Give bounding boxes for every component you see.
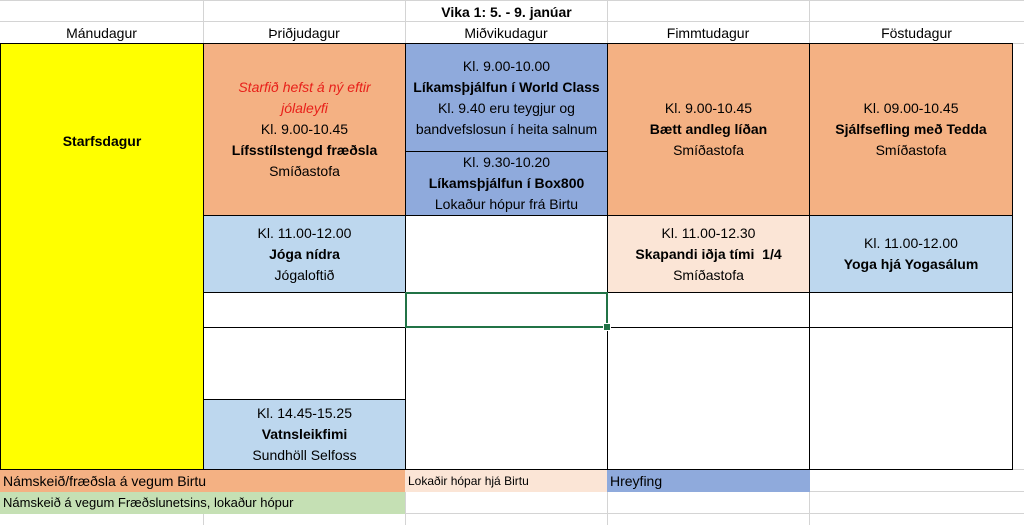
- thursday-title-1: Bætt andleg líðan: [649, 121, 768, 137]
- legend-closed-groups[interactable]: Lokaðir hópar hjá Birtu: [405, 470, 607, 492]
- wednesday-place-2: Lokaður hópur frá Birtu: [434, 196, 579, 212]
- thursday-title-2: Skapandi iðja tími 1/4: [635, 245, 782, 262]
- selected-cell-outline[interactable]: [405, 292, 608, 328]
- friday-time-1: Kl. 09.00-10.45: [863, 100, 959, 116]
- friday-title-1: Sjálfsefling með Tedda: [835, 121, 987, 137]
- thursday-empty-1[interactable]: [607, 292, 810, 328]
- friday-empty-1[interactable]: [809, 292, 1013, 328]
- friday-title-2: Yoga hjá Yogasálum: [843, 256, 979, 272]
- tuesday-block-2[interactable]: [203, 215, 406, 293]
- wednesday-time-1: Kl. 9.00-10.00: [462, 57, 551, 74]
- tuesday-place-2: Jógaloftið: [274, 266, 335, 283]
- thursday-time-2: Kl. 11.00-12.30: [661, 224, 756, 241]
- friday-block-1[interactable]: [809, 43, 1013, 216]
- tuesday-note: Starfið hefst á ný eftir jólaleyfi: [238, 79, 371, 116]
- tuesday-time-3: Kl. 14.45-15.25: [257, 405, 352, 421]
- tuesday-time-2: Kl. 11.00-12.00: [257, 224, 352, 241]
- friday-time-2: Kl. 11.00-12.00: [864, 235, 958, 251]
- thursday-place-2: Smíðastofa: [673, 266, 744, 283]
- wednesday-block-2[interactable]: [405, 151, 608, 216]
- thursday-time-1: Kl. 9.00-10.45: [664, 100, 753, 116]
- tuesday-block-3[interactable]: [203, 399, 406, 470]
- header-friday: Föstudagur: [881, 25, 952, 41]
- legend-movement[interactable]: Hreyfing: [607, 470, 810, 492]
- header-monday: Mánudagur: [66, 25, 137, 41]
- thursday-place-1: Smíðastofa: [673, 142, 744, 158]
- thursday-empty-2[interactable]: [607, 327, 810, 470]
- wednesday-title-2: Líkamsþjálfun í Box800: [428, 175, 585, 191]
- tuesday-title-1: Lífsstílstengd fræðsla: [231, 142, 378, 158]
- tuesday-title-2: Jóga nídra: [269, 245, 340, 262]
- wednesday-note-1: Kl. 9.40 eru teygjur og bandvefslosun í heita salnum: [415, 99, 598, 137]
- monday-label: Starfsdagur: [62, 133, 142, 149]
- header-thursday: Fimmtudagur: [666, 25, 750, 41]
- fill-handle[interactable]: [603, 323, 611, 331]
- legend-network[interactable]: Námskeið á vegum Fræðslunetsins, lokaður hópur: [0, 492, 405, 514]
- thursday-block-1[interactable]: [607, 43, 810, 216]
- tuesday-place-1: Smíðastofa: [269, 163, 340, 179]
- tuesday-title-3: Vatnsleikfimi: [261, 426, 348, 442]
- legend-birtu[interactable]: Námskeið/fræðsla á vegum Birtu: [0, 470, 405, 492]
- tuesday-time-1: Kl. 9.00-10.45: [260, 121, 349, 137]
- friday-place-1: Smíðastofa: [875, 142, 947, 158]
- header-wednesday: Miðvikudagur: [464, 25, 548, 41]
- wednesday-empty-1[interactable]: [405, 215, 608, 293]
- wednesday-empty-3[interactable]: [405, 327, 608, 470]
- friday-empty-2[interactable]: [809, 327, 1013, 470]
- tuesday-block-1[interactable]: [203, 43, 406, 216]
- header-tuesday: Þriðjudagur: [268, 25, 340, 41]
- wednesday-time-2: Kl. 9.30-10.20: [462, 154, 551, 170]
- tuesday-place-3: Sundhöll Selfoss: [252, 447, 357, 463]
- tuesday-empty-1[interactable]: [203, 292, 406, 328]
- week-title: Vika 1: 5. - 9. janúar: [441, 4, 572, 20]
- friday-block-2[interactable]: [809, 215, 1013, 293]
- tuesday-empty-2[interactable]: [203, 327, 406, 400]
- wednesday-block-1[interactable]: [405, 43, 608, 152]
- wednesday-title-1: Líkamsþjálfun í World Class: [413, 78, 600, 95]
- thursday-block-2[interactable]: [607, 215, 810, 293]
- monday-starfsdagur[interactable]: [0, 43, 204, 470]
